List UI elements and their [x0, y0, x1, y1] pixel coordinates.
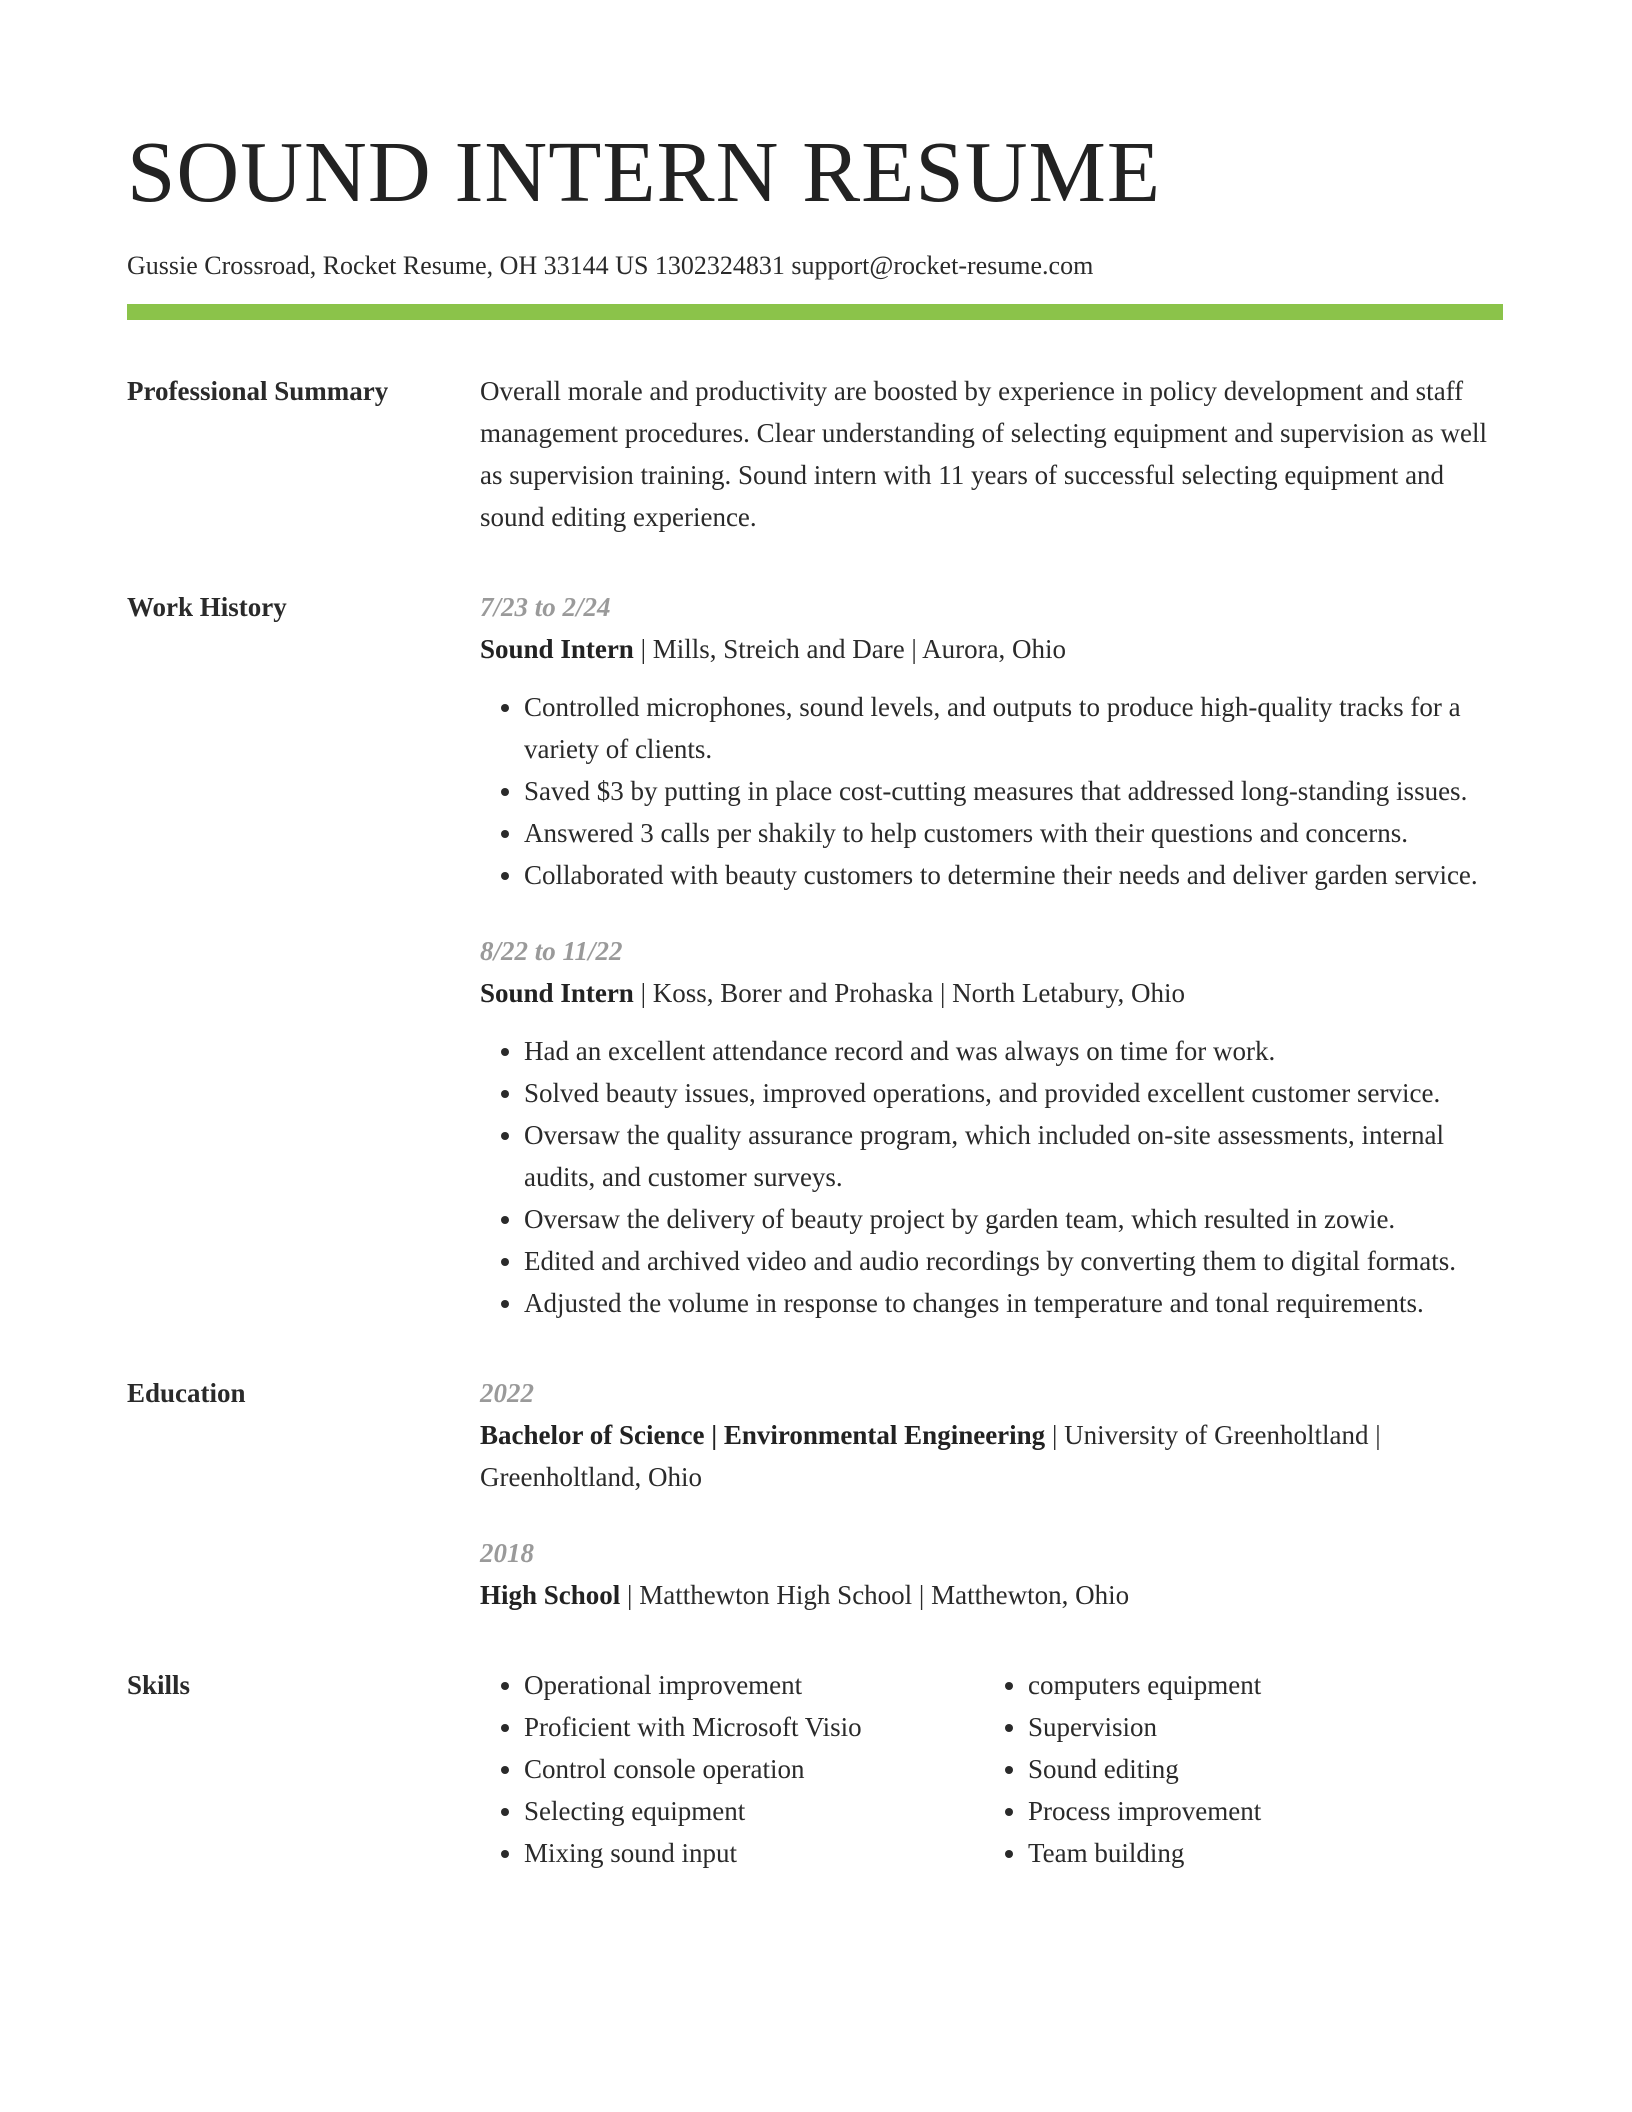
- job-bullet: • Collaborated with beauty customers to determine their needs and deliver garden service.: [524, 854, 1503, 896]
- skill-item: • Mixing sound input: [524, 1832, 984, 1874]
- skill-item: • Team building: [1028, 1832, 1498, 1874]
- job-bullet: • Oversaw the delivery of beauty project by garden team, which resulted in zowie.: [524, 1198, 1503, 1240]
- education-school: | University of Greenholtland | Greenholtland, Ohio: [480, 1420, 1381, 1492]
- job-role-line: [480, 628, 1503, 670]
- section-label-summary: Professional Summary: [127, 376, 389, 406]
- skill-item: • Selecting equipment: [524, 1790, 984, 1832]
- work-history-section: [127, 586, 1503, 1324]
- job-bullet: • Edited and archived video and audio recordings by converting them to digital formats.: [524, 1240, 1503, 1282]
- job-bullet: • Oversaw the quality assurance program, which included on-site assessments, internal audits, and customer surveys.: [524, 1114, 1503, 1198]
- skill-item: • computers equipment: [1028, 1664, 1498, 1706]
- job-bullet: • Saved $3 by putting in place cost-cutting measures that addressed long-standing issues.: [524, 770, 1503, 812]
- job-bullet: • Solved beauty issues, improved operations, and provided excellent customer service.: [524, 1072, 1503, 1114]
- education-entry: [480, 1532, 1503, 1616]
- education-year: 2018: [480, 1538, 534, 1568]
- skill-item: • Process improvement: [1028, 1790, 1498, 1832]
- job-bullets: [480, 686, 1503, 896]
- skills-columns: [480, 1664, 1503, 1874]
- skills-list-right: [984, 1664, 1498, 1874]
- job-bullet: • Adjusted the volume in response to changes in temperature and tonal requirements.: [524, 1282, 1503, 1324]
- job-title: Sound Intern: [480, 634, 634, 664]
- accent-divider: [127, 304, 1503, 320]
- education-entry: [480, 1372, 1503, 1498]
- resume-page: [127, 120, 1503, 1874]
- job-entry: [480, 930, 1503, 1324]
- contact-line: Gussie Crossroad, Rocket Resume, OH 33144 US 1302324831 support@rocket-resume.com: [127, 251, 1094, 280]
- education-degree: Bachelor of Science | Environmental Engineering: [480, 1420, 1046, 1450]
- skill-item: • Proficient with Microsoft Visio: [524, 1706, 984, 1748]
- job-role-line: [480, 972, 1503, 1014]
- job-bullet: • Had an excellent attendance record and was always on time for work.: [524, 1030, 1503, 1072]
- education-line: [480, 1574, 1503, 1616]
- job-bullet: • Answered 3 calls per shakily to help customers with their questions and concerns.: [524, 812, 1503, 854]
- job-employer: | Koss, Borer and Prohaska | North Letabury, Ohio: [633, 978, 1186, 1008]
- section-label-education: Education: [127, 1378, 246, 1408]
- summary-section: [127, 370, 1503, 538]
- education-school: | Matthewton High School | Matthewton, Ohio: [620, 1580, 1130, 1610]
- section-label-skills: Skills: [127, 1670, 191, 1700]
- skills-list-left: [480, 1664, 984, 1874]
- education-degree: High School: [480, 1580, 621, 1610]
- job-entry: [480, 586, 1503, 896]
- skill-item: • Sound editing: [1028, 1748, 1498, 1790]
- skills-section: [127, 1664, 1503, 1874]
- education-line: [480, 1414, 1503, 1498]
- skill-item: • Operational improvement: [524, 1664, 984, 1706]
- resume-title: SOUND INTERN RESUME: [127, 123, 1162, 220]
- education-year: 2022: [480, 1378, 534, 1408]
- summary-text: Overall morale and productivity are boosted by experience in policy development and staff management procedures. Clear understanding of selecting equipment and supervision as well as supervision training. Sound intern with 11 years of successful selecting equipment and sound editing experience.: [480, 376, 1487, 532]
- job-employer: | Mills, Streich and Dare | Aurora, Ohio: [633, 634, 1067, 664]
- job-dates: 7/23 to 2/24: [480, 592, 611, 622]
- job-dates: 8/22 to 11/22: [480, 936, 623, 966]
- skill-item: • Control console operation: [524, 1748, 984, 1790]
- section-label-work: Work History: [127, 592, 287, 622]
- education-section: [127, 1372, 1503, 1616]
- job-title: Sound Intern: [480, 978, 634, 1008]
- skill-item: • Supervision: [1028, 1706, 1498, 1748]
- job-bullets: [480, 1030, 1503, 1324]
- job-bullet: • Controlled microphones, sound levels, and outputs to produce high-quality tracks for a variety of clients.: [524, 686, 1503, 770]
